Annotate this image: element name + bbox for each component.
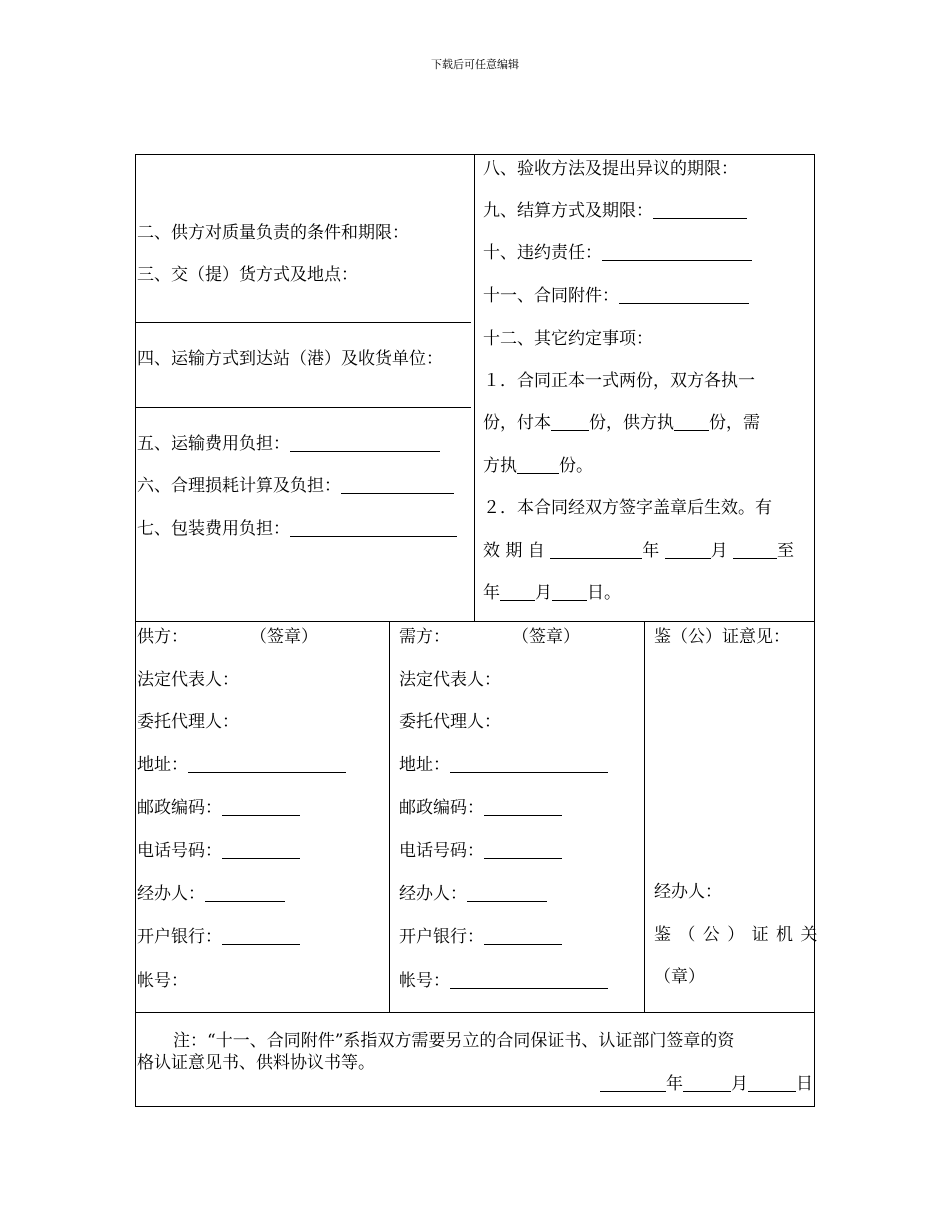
copies-label-b: 份，供方执 — [589, 413, 674, 433]
effective-label-e: 年 — [483, 583, 500, 603]
note-year-label: 年 — [666, 1074, 683, 1094]
page-header: 下载后可任意编辑 — [431, 58, 519, 71]
clause-9 — [483, 200, 747, 222]
supplier-address-label: 地址： — [137, 755, 188, 775]
notary-seal: （章） — [654, 967, 705, 987]
supplier-account: 帐号： — [137, 971, 188, 991]
copies-blank-3[interactable] — [517, 455, 559, 474]
other-terms-2-line3 — [483, 582, 621, 604]
note-year-blank[interactable] — [600, 1073, 666, 1092]
supplier-seal: （签章） — [250, 627, 318, 647]
divider-mid-horizontal — [135, 621, 815, 622]
supplier-phone-blank[interactable] — [222, 840, 300, 859]
border-bottom — [135, 1106, 815, 1107]
buyer-postcode — [399, 797, 562, 819]
buyer-handler-label: 经办人： — [399, 884, 467, 904]
buyer-bank-blank[interactable] — [484, 926, 562, 945]
clause-5-blank[interactable] — [290, 433, 440, 452]
copies-blank-2[interactable] — [674, 412, 709, 431]
clause-6 — [137, 475, 454, 497]
supplier-address — [137, 754, 346, 776]
clause-9-blank[interactable] — [653, 200, 747, 219]
clause-7-label: 七、包装费用负担： — [137, 519, 290, 539]
notary-handler: 经办人： — [654, 882, 722, 902]
effective-from-year-blank[interactable] — [550, 540, 642, 559]
copies-label-c: 份，需 — [709, 413, 760, 433]
supplier-handler-label: 经办人： — [137, 884, 205, 904]
effective-from-month-blank[interactable] — [665, 540, 711, 559]
divider-sign-vertical-1 — [389, 621, 390, 1013]
effective-label-g: 日。 — [587, 583, 621, 603]
buyer-handler — [399, 883, 547, 905]
effective-label-a: 效 期 自 — [483, 541, 545, 561]
supplier-bank — [137, 926, 300, 948]
other-terms-1-line1: １．合同正本一式两份，双方各执一 — [483, 371, 755, 391]
supplier-agent: 委托代理人： — [137, 712, 239, 732]
copies-label-d: 方执 — [483, 456, 517, 476]
clause-9-label: 九、结算方式及期限： — [483, 201, 653, 221]
buyer-legal-rep: 法定代表人： — [399, 670, 501, 690]
clause-7-blank[interactable] — [290, 518, 457, 537]
note-month-blank[interactable] — [683, 1073, 731, 1092]
buyer-address-blank[interactable] — [450, 754, 608, 773]
effective-label-f: 月 — [535, 583, 552, 603]
supplier-postcode — [137, 797, 300, 819]
other-terms-2-line1: ２．本合同经双方签字盖章后生效。有 — [483, 498, 772, 518]
divider-sign-vertical-2 — [644, 621, 645, 1013]
copies-blank-1[interactable] — [551, 412, 589, 431]
effective-to-year-blank[interactable] — [500, 582, 535, 601]
supplier-phone — [137, 840, 300, 862]
clause-8: 八、验收方法及提出异议的期限： — [483, 159, 738, 179]
clause-5 — [137, 433, 440, 455]
note-date — [600, 1073, 813, 1095]
buyer-phone-label: 电话号码： — [399, 841, 484, 861]
note-line-2: 格认证意见书、供料协议书等。 — [137, 1053, 375, 1073]
buyer-account-label: 帐号： — [399, 971, 450, 991]
left-rule-1 — [135, 322, 471, 323]
buyer-title: 需方： — [399, 627, 450, 647]
note-day-blank[interactable] — [748, 1073, 796, 1092]
clause-4: 四、运输方式到达站（港）及收货单位： — [137, 349, 443, 369]
other-terms-1-line2 — [483, 412, 760, 434]
effective-label-c: 月 — [710, 541, 728, 561]
effective-label-d: 至 — [777, 541, 795, 561]
supplier-postcode-label: 邮政编码： — [137, 798, 222, 818]
notary-opinion: 鉴（公）证意见： — [654, 627, 790, 647]
clause-10-label: 十、违约责任： — [483, 243, 602, 263]
other-terms-2-line2 — [483, 540, 794, 562]
clause-10 — [483, 242, 752, 264]
supplier-postcode-blank[interactable] — [222, 797, 300, 816]
clause-7 — [137, 518, 457, 540]
effective-to-blank[interactable] — [733, 540, 777, 559]
clause-5-label: 五、运输费用负担： — [137, 434, 290, 454]
divider-note-horizontal — [135, 1012, 815, 1013]
buyer-postcode-label: 邮政编码： — [399, 798, 484, 818]
other-terms-1-line3 — [483, 455, 593, 477]
copies-label-e: 份。 — [559, 456, 593, 476]
buyer-bank — [399, 926, 562, 948]
buyer-account-blank[interactable] — [450, 970, 608, 989]
note-month-label: 月 — [731, 1074, 748, 1094]
supplier-phone-label: 电话号码： — [137, 841, 222, 861]
supplier-title: 供方： — [137, 627, 188, 647]
buyer-agent: 委托代理人： — [399, 712, 501, 732]
clause-6-blank[interactable] — [341, 475, 454, 494]
clause-11-blank[interactable] — [619, 285, 749, 304]
effective-to-month-blank[interactable] — [552, 582, 587, 601]
buyer-phone-blank[interactable] — [484, 840, 562, 859]
notary-authority: 鉴 （ 公 ） 证 机 关 — [654, 925, 819, 945]
buyer-postcode-blank[interactable] — [484, 797, 562, 816]
supplier-handler-blank[interactable] — [205, 883, 285, 902]
divider-top-vertical — [474, 154, 475, 622]
clause-3: 三、交（提）货方式及地点： — [137, 265, 358, 285]
supplier-handler — [137, 883, 285, 905]
clause-12: 十二、其它约定事项： — [483, 329, 653, 349]
note-line-1: 注：“十一、合同附件”系指双方需要另立的合同保证书、认证部门签章的资 — [173, 1031, 735, 1051]
supplier-bank-label: 开户银行： — [137, 927, 222, 947]
copies-label-a: 份，付本 — [483, 413, 551, 433]
border-right — [814, 154, 815, 1107]
buyer-phone — [399, 840, 562, 862]
note-day-label: 日 — [796, 1074, 813, 1094]
supplier-address-blank[interactable] — [188, 754, 346, 773]
buyer-address — [399, 754, 608, 776]
buyer-account — [399, 970, 608, 992]
clause-11 — [483, 285, 749, 307]
buyer-seal: （签章） — [512, 627, 580, 647]
supplier-bank-blank[interactable] — [222, 926, 300, 945]
clause-2: 二、供方对质量负责的条件和期限： — [137, 223, 409, 243]
clause-11-label: 十一、合同附件： — [483, 286, 619, 306]
supplier-legal-rep: 法定代表人： — [137, 670, 239, 690]
effective-label-b: 年 — [642, 541, 660, 561]
buyer-address-label: 地址： — [399, 755, 450, 775]
clause-10-blank[interactable] — [602, 242, 752, 261]
clause-6-label: 六、合理损耗计算及负担： — [137, 476, 341, 496]
buyer-handler-blank[interactable] — [467, 883, 547, 902]
buyer-bank-label: 开户银行： — [399, 927, 484, 947]
left-rule-2 — [135, 407, 471, 408]
